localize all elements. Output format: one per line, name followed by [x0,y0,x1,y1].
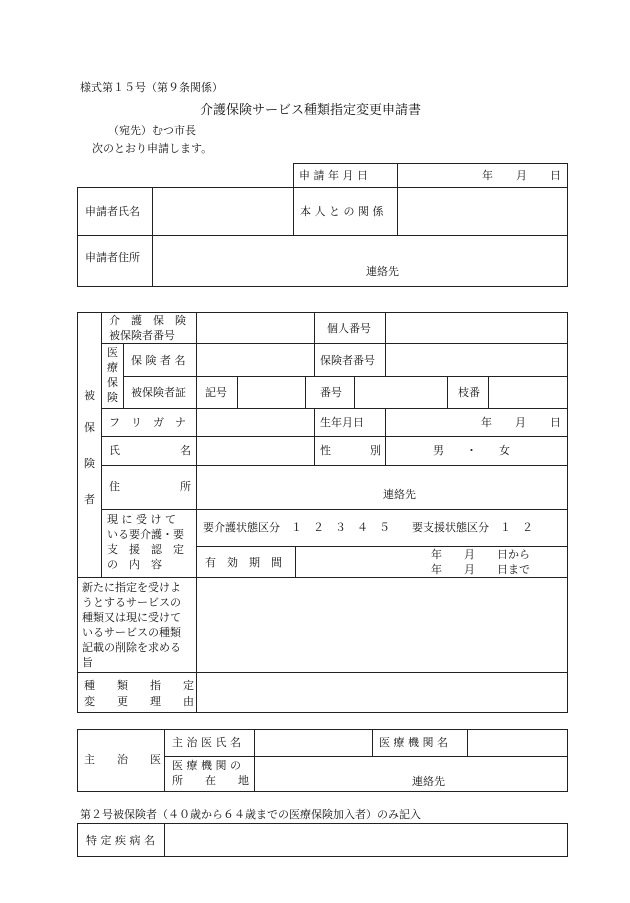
insurer-name-label: 保 険 者 名 [131,354,186,367]
sex-options: 男 ・ 女 [433,444,510,457]
address-label-b: 所 [180,480,191,493]
request-label-6: 旨 [82,656,93,669]
applicant-address-label: 申請者住所 [85,251,140,264]
addressee: （宛先）むつ市長 [108,124,196,137]
name-label-b: 名 [180,444,191,457]
medical-label-3: 保 [107,376,118,389]
card-label: 被保険者証 [131,386,186,399]
application-date-month: 月 [516,169,527,182]
validity-label: 有 効 期 間 [205,556,282,569]
doctor-side-label: 主 治 医 [84,753,161,766]
care-label-2: いる要介護・要 [107,528,184,541]
reason-label-1: 種 類 指 定 [84,679,194,692]
insured-number-label-1: 介 護 保 険 [109,314,186,327]
care-level-text: 要介護状態区分 １ ２ ３ ４ ５ 要支援状態区分 １ ２ [203,521,533,534]
insured-side-label-4: 者 [84,493,95,506]
number-label: 番号 [320,386,342,399]
furigana-label: フ リ ガ ナ [109,416,186,429]
request-label-5: 記載の削除を求める [82,641,181,654]
application-date-day: 日 [550,169,561,182]
care-label-4: の 内 容 [107,558,162,571]
medical-label-2: 療 [107,361,118,374]
care-label-1: 現 に 受 け て [107,513,176,526]
birth-day: 日 [550,416,561,429]
application-date-year: 年 [482,169,493,182]
validity-to: 年 月 日まで [431,563,530,576]
insured-side-label-3: 険 [84,457,95,470]
doctor-contact-label: 連絡先 [412,775,445,788]
my-number-label: 個人番号 [327,322,371,335]
care-label-3: 支 援 認 定 [107,543,184,556]
request-label-4: いるサービスの種類 [82,626,181,639]
birthdate-label: 生年月日 [320,416,364,429]
reason-label-2: 変 更 理 由 [84,695,194,708]
insurer-number-label: 保険者番号 [320,354,375,367]
validity-from: 年 月 日から [431,548,530,561]
sex-label-a: 性 [320,444,331,457]
institution-name-label: 医 療 機 関 名 [379,736,448,749]
insured-side-label-2: 保 [84,421,95,434]
relation-label: 本 人 と の 関 係 [300,205,384,218]
disease-label: 特 定 疾 病 名 [86,834,155,847]
medical-label-4: 険 [107,391,118,404]
insured-contact-label: 連絡先 [383,488,416,501]
sex-label-b: 別 [370,444,381,457]
symbol-label: 記号 [205,386,227,399]
request-label-3: 種類又は現に受けて [82,611,181,624]
insured-number-label-2: 被保険者番号 [109,329,175,342]
applicant-contact-label: 連絡先 [366,265,399,278]
birth-year: 年 [481,416,492,429]
second-insured-note: 第２号被保険者（４０歳から６４歳までの医療保険加入者）のみ記入 [80,808,421,821]
institution-location-label-1: 医 療 機 関 の [172,759,241,772]
medical-label-1: 医 [107,346,118,359]
intro-text: 次のとおり申請します。 [92,142,213,155]
doctor-name-label: 主 治 医 氏 名 [172,736,241,749]
insured-side-label-1: 被 [84,389,95,402]
name-label-a: 氏 [109,444,120,457]
request-label-2: うとするサービスの [82,596,181,609]
institution-location-label-2: 所 在 地 [172,774,249,787]
form-number: 様式第１５号（第９条関係） [80,81,223,94]
application-date-label: 申 請 年 月 日 [299,169,368,182]
request-label-1: 新たに指定を受けよ [82,581,181,594]
applicant-name-label: 申請者氏名 [85,205,140,218]
birth-month: 月 [515,416,526,429]
address-label-a: 住 [109,480,120,493]
branch-label: 枝番 [458,386,480,399]
form-title: 介護保険サービス種類指定変更申請書 [200,103,422,118]
